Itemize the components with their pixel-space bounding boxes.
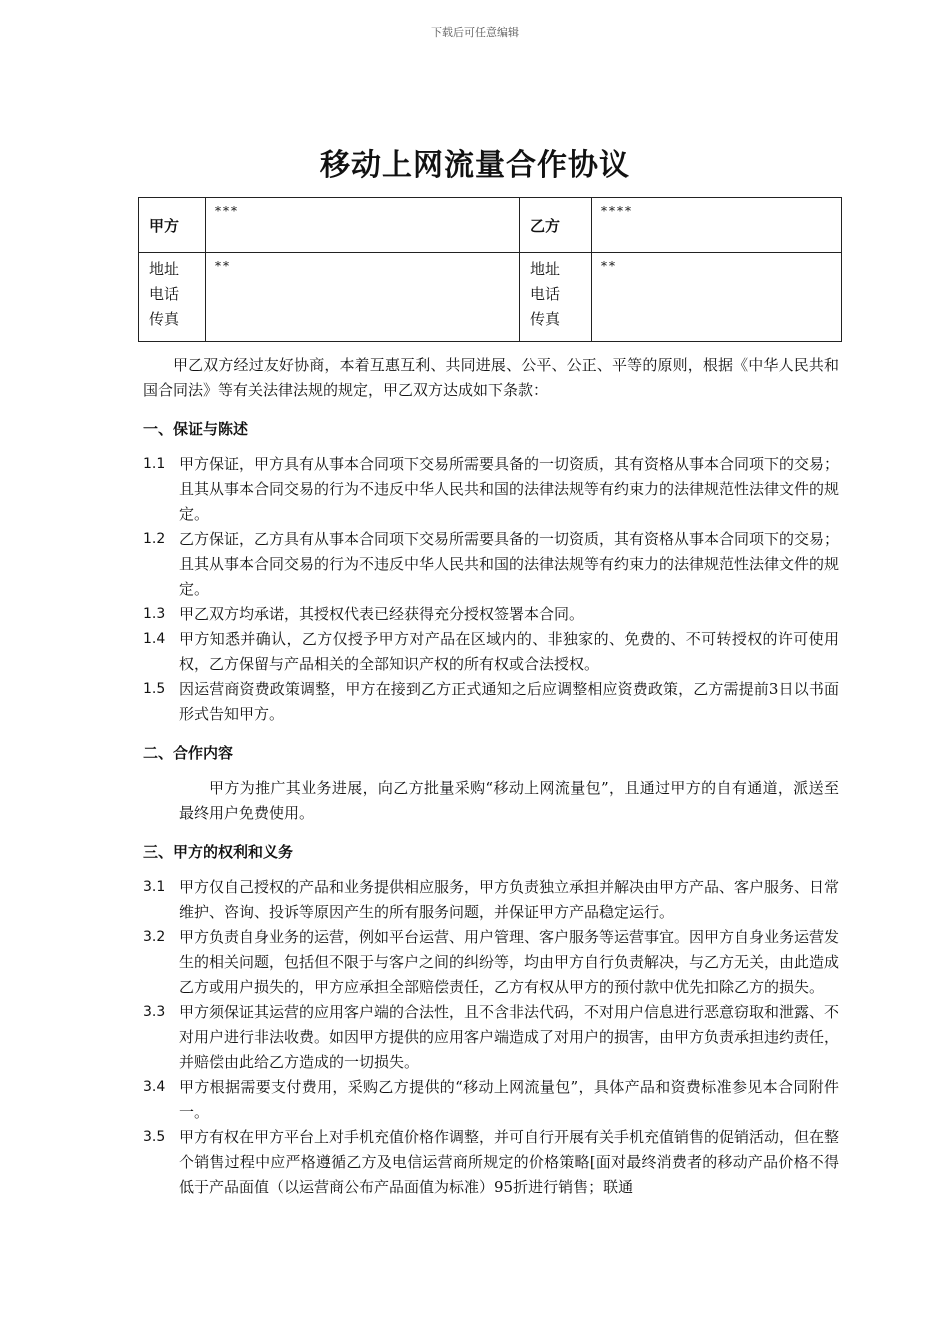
section-heading: 二、合作内容: [143, 744, 234, 762]
address-label: 地址: [530, 260, 561, 278]
parties-row-names: [139, 198, 842, 253]
cooperation-paragraph: 甲方为推广其业务进展，向乙方批量采购“移动上网流量包”，且通过甲方的自有通道，派送至最终用户免费使用。: [179, 779, 839, 822]
clause-text: 因运营商资费政策调整，甲方在接到乙方正式通知之后应调整相应资费政策，乙方需提前3日以书面形式告知甲方。: [179, 680, 839, 723]
clause-number: 3.2: [143, 929, 166, 945]
party-a-contact-value: **: [206, 253, 520, 342]
clause-item: [143, 602, 839, 627]
clause-item: [143, 925, 839, 1000]
clause-text: 甲方仅自己授权的产品和业务提供相应服务，甲方负责独立承担并解决由甲方产品、客户服务、日常维护、咨询、投诉等原因产生的所有服务问题，并保证甲方产品稳定运行。: [179, 878, 840, 921]
clause-item: [143, 677, 839, 727]
document-title: 移动上网流量合作协议: [320, 148, 630, 183]
party-a-label: 甲方: [139, 198, 206, 253]
clause-item: [143, 1125, 839, 1200]
header-note: 下载后可任意编辑: [431, 26, 519, 39]
clause-text: 甲方知悉并确认，乙方仅授予甲方对产品在区域内的、非独家的、免费的、不可转授权的许可使用权，乙方保留与产品相关的全部知识产权的所有权或合法授权。: [179, 630, 839, 673]
clause-number: 3.5: [143, 1129, 166, 1145]
party-a-value: ***: [206, 198, 520, 253]
fax-label: 传真: [530, 310, 561, 328]
clause-number: 1.2: [143, 531, 166, 547]
clause-number: 1.5: [143, 681, 166, 697]
clause-number: 1.1: [143, 456, 166, 472]
phone-label: 电话: [149, 285, 180, 303]
party-b-label: 乙方: [520, 198, 592, 253]
clause-number: 3.3: [143, 1004, 166, 1020]
document-body: [143, 353, 839, 1200]
clause-number: 3.1: [143, 879, 166, 895]
phone-label: 电话: [530, 285, 561, 303]
clause-text: 甲方有权在甲方平台上对手机充值价格作调整，并可自行开展有关手机充值销售的促销活动，但在整个销售过程中应严格遵循乙方及电信运营商所规定的价格策略[面对最终消费者的移动产品价格不得低于产品面值（以运营商公布产品面值为标准）95折进行销售；联通: [179, 1128, 840, 1196]
clause-text: 乙方保证，乙方具有从事本合同项下交易所需要具备的一切资质，其有资格从事本合同项下的交易；且其从事本合同交易的行为不违反中华人民共和国的法律法规等有约束力的法律规范性法律文件的规定。: [179, 530, 840, 598]
clause-number: 3.4: [143, 1079, 166, 1095]
clause-item: [143, 452, 839, 527]
clause-item: [143, 527, 839, 602]
address-label: 地址: [149, 260, 180, 278]
clause-text: 甲方根据需要支付费用，采购乙方提供的“移动上网流量包”，具体产品和资费标准参见本合同附件一。: [179, 1078, 839, 1121]
party-b-contact-labels: [520, 253, 592, 342]
intro-paragraph: 甲乙双方经过友好协商，本着互惠互利、共同进展、公平、公正、平等的原则，根据《中华人民共和国合同法》等有关法律法规的规定，甲乙双方达成如下条款：: [143, 356, 839, 399]
clause-item: [143, 627, 839, 677]
clause-item: [143, 1000, 839, 1075]
fax-label: 传真: [149, 310, 180, 328]
party-b-value: ****: [592, 198, 842, 253]
parties-row-contacts: [139, 253, 842, 342]
clause-number: 1.4: [143, 631, 166, 647]
party-b-contact-value: **: [592, 253, 842, 342]
parties-table: [138, 197, 842, 342]
clause-item: [143, 1075, 839, 1125]
clause-text: 甲乙双方均承诺，其授权代表已经获得充分授权签署本合同。: [179, 605, 585, 623]
section-heading: 一、保证与陈述: [143, 420, 249, 438]
section-heading: 三、甲方的权利和义务: [143, 843, 294, 861]
party-a-contact-labels: [139, 253, 206, 342]
clause-item: [143, 875, 839, 925]
clause-text: 甲方负责自身业务的运营，例如平台运营、用户管理、客户服务等运营事宜。因甲方自身业务运营发生的相关问题，包括但不限于与客户之间的纠纷等，均由甲方自行负责解决，与乙方无关，由此造成乙方或用户损失的，甲方应承担全部赔偿责任，乙方有权从甲方的预付款中优先扣除乙方的损失。: [179, 928, 840, 996]
clause-text: 甲方保证，甲方具有从事本合同项下交易所需要具备的一切资质，其有资格从事本合同项下的交易；且其从事本合同交易的行为不违反中华人民共和国的法律法规等有约束力的法律规范性法律文件的规定。: [179, 455, 840, 523]
clause-number: 1.3: [143, 606, 166, 622]
clause-text: 甲方须保证其运营的应用客户端的合法性，且不含非法代码，不对用户信息进行恶意窃取和泄露、不对用户进行非法收费。如因甲方提供的应用客户端造成了对用户的损害，由甲方负责承担违约责任，并赔偿由此给乙方造成的一切损失。: [179, 1003, 840, 1071]
